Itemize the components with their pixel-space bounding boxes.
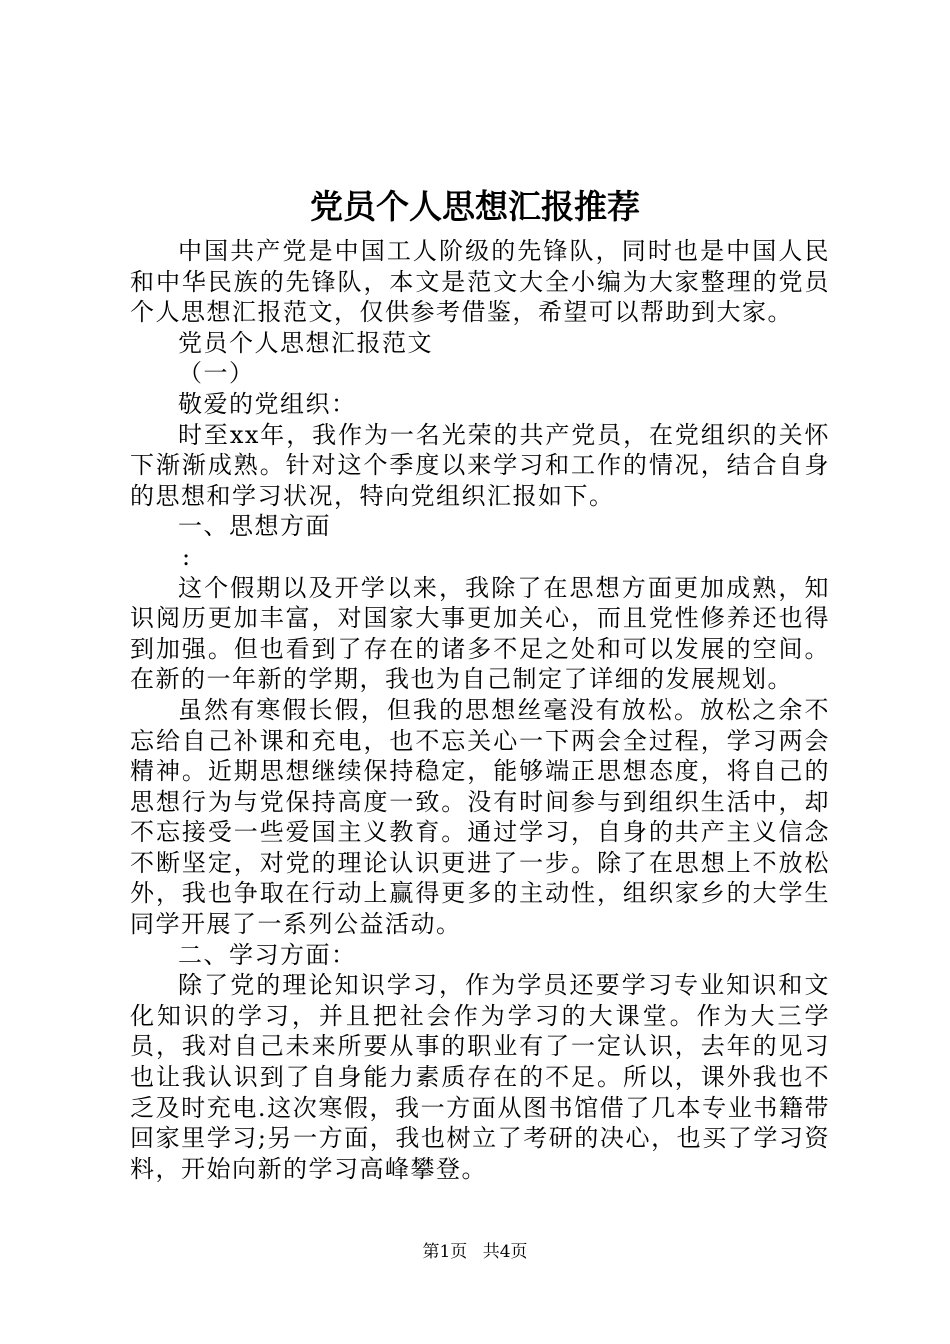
- page-total: 共4页: [482, 1242, 528, 1262]
- paragraph-subtitle: 党员个人思想汇报范文: [178, 328, 433, 357]
- document-title: 党员个人思想汇报推荐: [310, 187, 640, 226]
- page-number: 第1页: [422, 1242, 468, 1262]
- paragraph-number: （一）: [178, 359, 255, 388]
- section-heading-thought: 一、思想方面: [178, 512, 331, 541]
- paragraph-intro: 中国共产党是中国工人阶级的先锋队，同时也是中国人民和中华民族的先锋队，本文是范文大全小编为大家整理的党员个人思想汇报范文，仅供参考借鉴，希望可以帮助到大家。: [130, 237, 830, 327]
- page-footer: [0, 1240, 950, 1264]
- document-body: [130, 236, 830, 1184]
- paragraph-thought-2: 虽然有寒假长假，但我的思想丝毫没有放松。放松之余不忘给自己补课和充电，也不忘关心一下两会全过程，学习两会精神。近期思想继续保持稳定，能够端正思想态度，将自己的思想行为与党保持高度一致。没有时间参与到组织生活中，却不忘接受一些爱国主义教育。通过学习，自身的共产主义信念不断坚定，对党的理论认识更进了一步。除了在思想上不放松外，我也争取在行动上赢得更多的主动性，组织家乡的大学生同学开展了一系列公益活动。: [130, 695, 830, 939]
- section-heading-study: 二、学习方面：: [178, 940, 357, 969]
- paragraph-colon: :: [182, 542, 192, 571]
- paragraph-study-1: 除了党的理论知识学习，作为学员还要学习专业知识和文化知识的学习，并且把社会作为学习的大课堂。作为大三学员，我对自己未来所要从事的职业有了一定认识，去年的见习也让我认识到了自身能力素质存在的不足。所以，课外我也不乏及时充电.这次寒假，我一方面从图书馆借了几本专业书籍带回家里学习;另一方面，我也树立了考研的决心，也买了学习资料，开始向新的学习高峰攀登。: [130, 971, 830, 1183]
- paragraph-salutation: 敬爱的党组织：: [178, 389, 357, 418]
- paragraph-thought-1: 这个假期以及开学以来，我除了在思想方面更加成熟，知识阅历更加丰富，对国家大事更加关心，而且党性修养还也得到加强。但也看到了存在的诸多不足之处和可以发展的空间。在新的一年新的学期，我也为自己制定了详细的发展规划。: [130, 573, 830, 694]
- paragraph-opening: 时至xx年，我作为一名光荣的共产党员，在党组织的关怀下渐渐成熟。针对这个季度以来学习和工作的情况，结合自身的思想和学习状况，特向党组织汇报如下。: [130, 420, 830, 510]
